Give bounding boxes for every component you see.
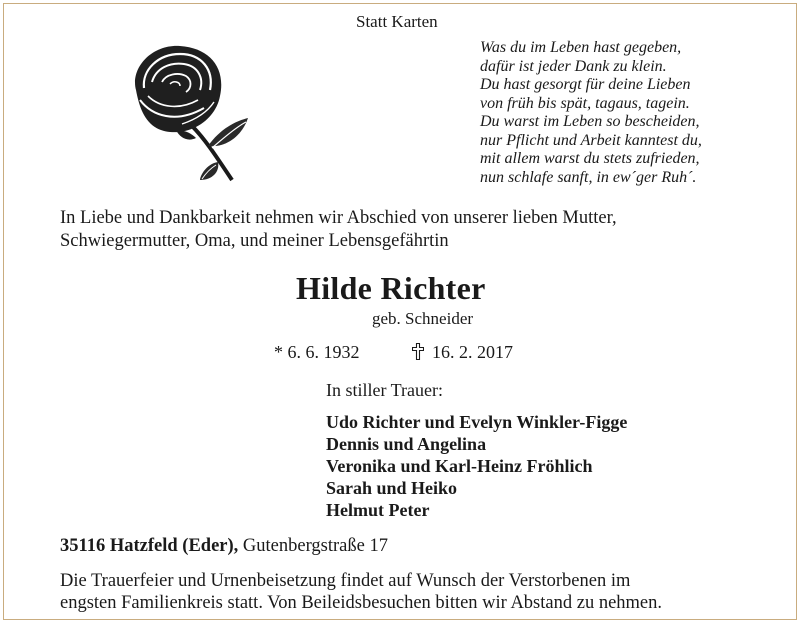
poem <box>480 39 702 187</box>
poem-line: nur Pflicht und Arbeit kanntest du, <box>480 131 702 149</box>
poem-line: Was du im Leben hast gegeben, <box>480 39 682 56</box>
mourner-name: Udo Richter und Evelyn Winkler-Figge <box>326 412 628 432</box>
funeral-line: Die Trauerfeier und Urnenbeisetzung findet auf Wunsch der Verstorbenen im <box>60 571 631 591</box>
funeral-line: engsten Familienkreis statt. Von Beileidsbesuchen bitten wir Abstand zu nehmen. <box>60 593 663 613</box>
address-city: 35116 Hatzfeld (Eder), <box>60 536 239 556</box>
mourners-list <box>326 411 627 521</box>
mourner-name: Sarah und Heiko <box>326 478 458 498</box>
rose-icon <box>122 38 252 183</box>
mourner-name: Veronika und Karl-Heinz Fröhlich <box>326 456 593 476</box>
mourner-name: Dennis und Angelina <box>326 434 487 454</box>
header-text: Statt Karten <box>356 12 438 31</box>
address-street: Gutenbergstraße 17 <box>242 536 388 556</box>
poem-line: Du hast gesorgt für deine Lieben <box>480 76 691 93</box>
deceased-name: Hilde Richter <box>296 270 486 306</box>
poem-line: Du warst im Leben so bescheiden, <box>480 113 700 130</box>
life-dates <box>274 342 513 363</box>
cross-icon <box>412 343 424 360</box>
maiden-name: geb. Schneider <box>372 309 474 328</box>
death-date-group <box>412 342 513 362</box>
poem-line: dafür ist jeder Dank zu klein. <box>480 57 667 75</box>
funeral-info <box>60 570 662 614</box>
obituary-notice <box>3 3 797 620</box>
poem-line: mit allem warst du stets zufrieden, <box>480 150 700 167</box>
poem-line: nun schlafe sanft, in ew´ger Ruh´. <box>480 168 697 186</box>
mourning-label: In stiller Trauer: <box>326 380 443 400</box>
address <box>60 536 388 557</box>
death-date: 16. 2. 2017 <box>432 342 513 362</box>
poem-line: von früh bis spät, tagaus, tagein. <box>480 94 690 112</box>
mourner-name: Helmut Peter <box>326 500 430 520</box>
intro-text <box>60 207 617 253</box>
intro-line: Schwiegermutter, Oma, und meiner Lebensgefährtin <box>60 231 449 251</box>
intro-line: In Liebe und Dankbarkeit nehmen wir Abschied von unserer lieben Mutter, <box>60 208 617 228</box>
birth-date: * 6. 6. 1932 <box>274 342 360 362</box>
